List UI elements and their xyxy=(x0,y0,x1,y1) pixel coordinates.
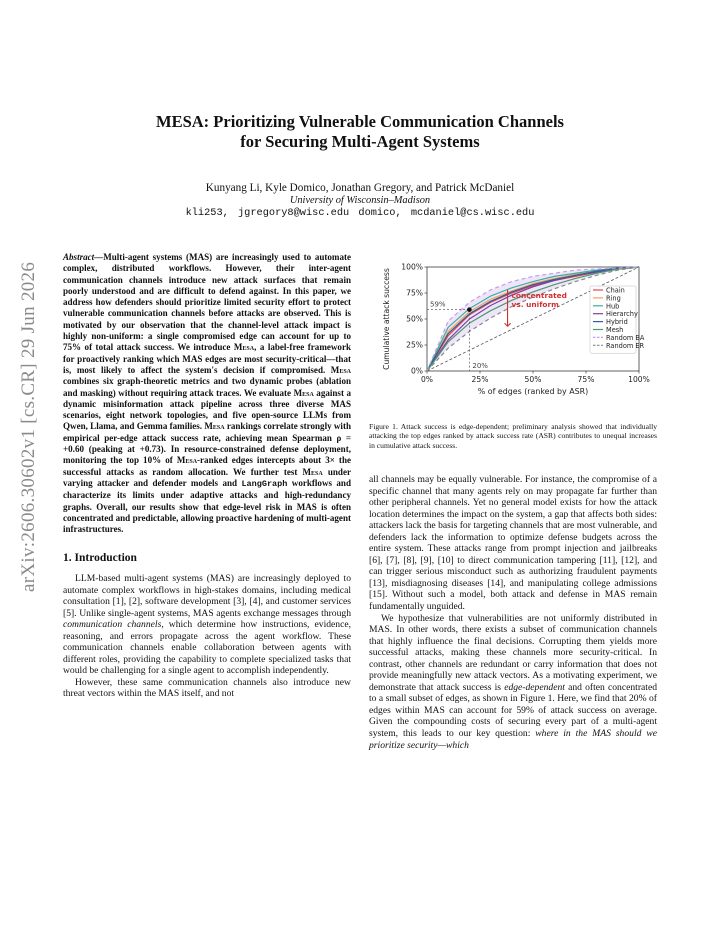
abstract-text-5: rankings correlate strongly with empirical per-edge attack success rate, achieving mean Spearman ρ = +0.60 (peaking at +0.73). In resource-constrained defense deployment, monitoring the top 10% of xyxy=(63,421,351,466)
intro-paragraph-2: However, these same communication channels also introduce new threat vectors within the MAS itself, and not xyxy=(63,676,351,700)
arrow-label: concentrated xyxy=(511,291,567,301)
langgraph-name: LangGraph xyxy=(241,478,288,489)
marker-x-label: 20% xyxy=(472,362,488,370)
intro-text-1b: , which determine how instructions, evidence, reasoning, and errors propagate across the agent workflow. These communication channels enable collaboration between agents with different roles, providing the capability to complete specialized tasks that would be challenging for a single agent to accomplish independently. xyxy=(63,619,352,677)
abstract xyxy=(63,252,351,535)
right-paragraph-1: all channels may be equally vulnerable. For instance, the compromise of a specific channel that many agents rely on may propagate far further than other peripheral channels. Yet no general model exists for how the attack location determines the impact on the system, a gap that affects both sides: attackers lack the basis for targeting channels that are most vulnerable, and defenders lack the information to optimize defense budgets across the entire system. These attacks range from prompt injection and jailbreaks [6], [7], [8], [9], [10] to direct communication tampering [11], [12], and can trigger serious misconduct such as authorizing fraudulent payments [13], misdiagnosing diseases [14], and manipulating college admissions [15]. Without such a model, both attack and defense in MAS remain fundamentally unguided. xyxy=(369,474,657,613)
abstract-label: Abstract xyxy=(63,252,95,262)
section-heading-introduction: 1. Introduction xyxy=(63,552,137,565)
mesa-name: Mesa xyxy=(293,387,314,398)
abstract-text-8: workflows and characterize its limits under adaptive attacks and high-redundancy graphs. Overall, our results show that edge-level risk in MAS is often concentrated and predictable, allowing proactive hardening of multi-agent infrastructures. xyxy=(63,477,351,535)
right-emphasis: edge-dependent xyxy=(504,681,565,693)
x-axis-label: % of edges (ranked by ASR) xyxy=(477,387,589,396)
mesa-name: Mesa xyxy=(330,364,351,375)
x-tick-label: 0% xyxy=(420,375,434,384)
legend-label: Chain xyxy=(606,286,625,295)
key-question: where in the MAS should we prioritize security—which xyxy=(369,728,657,751)
mesa-name: Mesa xyxy=(233,342,255,353)
left-column xyxy=(63,252,351,700)
y-tick-label: 100% xyxy=(401,262,423,272)
marker-y-label: 59% xyxy=(430,300,446,309)
legend-label: Random BA xyxy=(606,333,645,342)
intro-text-1a: LLM-based multi-agent systems (MAS) are increasingly deployed to automate complex workflows in high-stakes domains, including medical consultation [1], [2], software development [3], [4], and customer services [5]. Unlike single-agent systems, MAS agents exchange messages through xyxy=(63,572,351,619)
arxiv-identifier: arXiv:2606.30602v1 [cs.CR] 29 Jun 2026 xyxy=(18,261,39,592)
title-block xyxy=(60,112,660,219)
title-line-2: for Securing Multi-Agent Systems xyxy=(240,132,480,151)
y-tick-label: 0% xyxy=(410,366,423,376)
title-line-1: MESA: Prioritizing Vulnerable Communication Channels xyxy=(156,112,564,131)
x-tick-label: 75% xyxy=(577,375,595,384)
legend-label: Hybrid xyxy=(606,318,628,327)
marker-point xyxy=(467,307,472,312)
legend-label: Hierarchy xyxy=(606,310,638,319)
right-text-2b: and often concentrated to a small subset of edges, as shown in Figure 1. Here, we find that 20% of edges within MAS can account for 59% of attack success on average. Given the compounding costs of securing every part of a multi-agent system, this leads to our key question: xyxy=(369,681,657,740)
chart-legend xyxy=(590,286,645,353)
intro-paragraph-1 xyxy=(63,573,351,677)
abstract-text-7: under varying attacker and defender models and xyxy=(63,466,351,488)
author-emails: kli253, jgregory8@wisc.edu domico, mcdaniel@cs.wisc.edu xyxy=(185,207,535,219)
abstract-text-4: against a dynamic misinformation attack pipeline across three diverse MAS scenarios, eight network topologies, and five open-source LLMs from Qwen, Llama, and Gemma families. xyxy=(63,387,351,432)
legend-label: Random ER xyxy=(606,341,645,350)
y-tick-label: 50% xyxy=(406,314,423,324)
x-tick-label: 50% xyxy=(524,375,542,384)
mesa-name: Mesa xyxy=(176,455,198,466)
mesa-name: Mesa xyxy=(204,421,225,432)
y-tick-label: 75% xyxy=(406,288,423,298)
abstract-text-6: -ranked edges intercepts about 3× the successful attacks as random allocation. We further test xyxy=(63,455,351,477)
legend-label: Mesh xyxy=(606,326,624,334)
paper-title xyxy=(60,112,660,152)
arrow-label: vs. uniform xyxy=(511,300,559,310)
x-tick-label: 100% xyxy=(628,375,650,384)
y-tick-label: 25% xyxy=(406,340,423,350)
y-axis-label: Cumulative attack success xyxy=(382,268,391,370)
legend-label: Hub xyxy=(606,302,620,311)
right-paragraph-2 xyxy=(369,613,657,752)
abstract-text-3: combines six graph-theoretic metrics and two dynamic probes (ablation and masking) without requiring attack traces. We evaluate xyxy=(63,376,351,398)
right-column xyxy=(369,474,657,751)
figure-caption: Figure 1. Attack success is edge-dependent; preliminary analysis showed that individually attacking the top edges ranked by attack success rate (ASR) contributes to unequal increases in cumulative attack success. xyxy=(369,422,657,450)
abstract-text-2: , a label-free framework for proactively ranking which MAS edges are most security-critical—that is, most likely to affect the system's decision if compromised. xyxy=(63,342,351,375)
legend-label: Ring xyxy=(606,294,621,303)
right-text-2a: We hypothesize that vulnerabilities are not uniformly distributed in MAS. In other words, there exists a subset of communication channels that highly influence the final decisions. Corrupting them yields more successful attacks, making these channels more security-critical. In contrast, other channels are redundant or carry information that does not provide meaningfully new attack vectors. As a motivating experiment, we demonstrate that attack success is xyxy=(369,612,657,693)
author-list: Kunyang Li, Kyle Domico, Jonathan Gregory, and Patrick McDaniel xyxy=(205,182,515,194)
x-tick-label: 25% xyxy=(471,375,489,384)
intro-emphasis: communication channels xyxy=(63,619,162,631)
abstract-text-1: —Multi-agent systems (MAS) are increasingly used to automate complex, distributed workflows. However, their inter-agent communication channels introduce new attack surfaces that remain poorly understood and are difficult to defend against. In this paper, we address how defenders should prioritize limited security effort to protect vulnerable communication channels before attacks are observed. This is motivated by our observation that the channel-level attack impact is highly non-uniform: a single compromised edge can account for up to 75% of total attack success. We introduce xyxy=(63,252,351,353)
figure-1-chart xyxy=(369,252,659,412)
mesa-name: Mesa xyxy=(302,466,323,477)
affiliation: University of Wisconsin–Madison xyxy=(289,195,431,206)
